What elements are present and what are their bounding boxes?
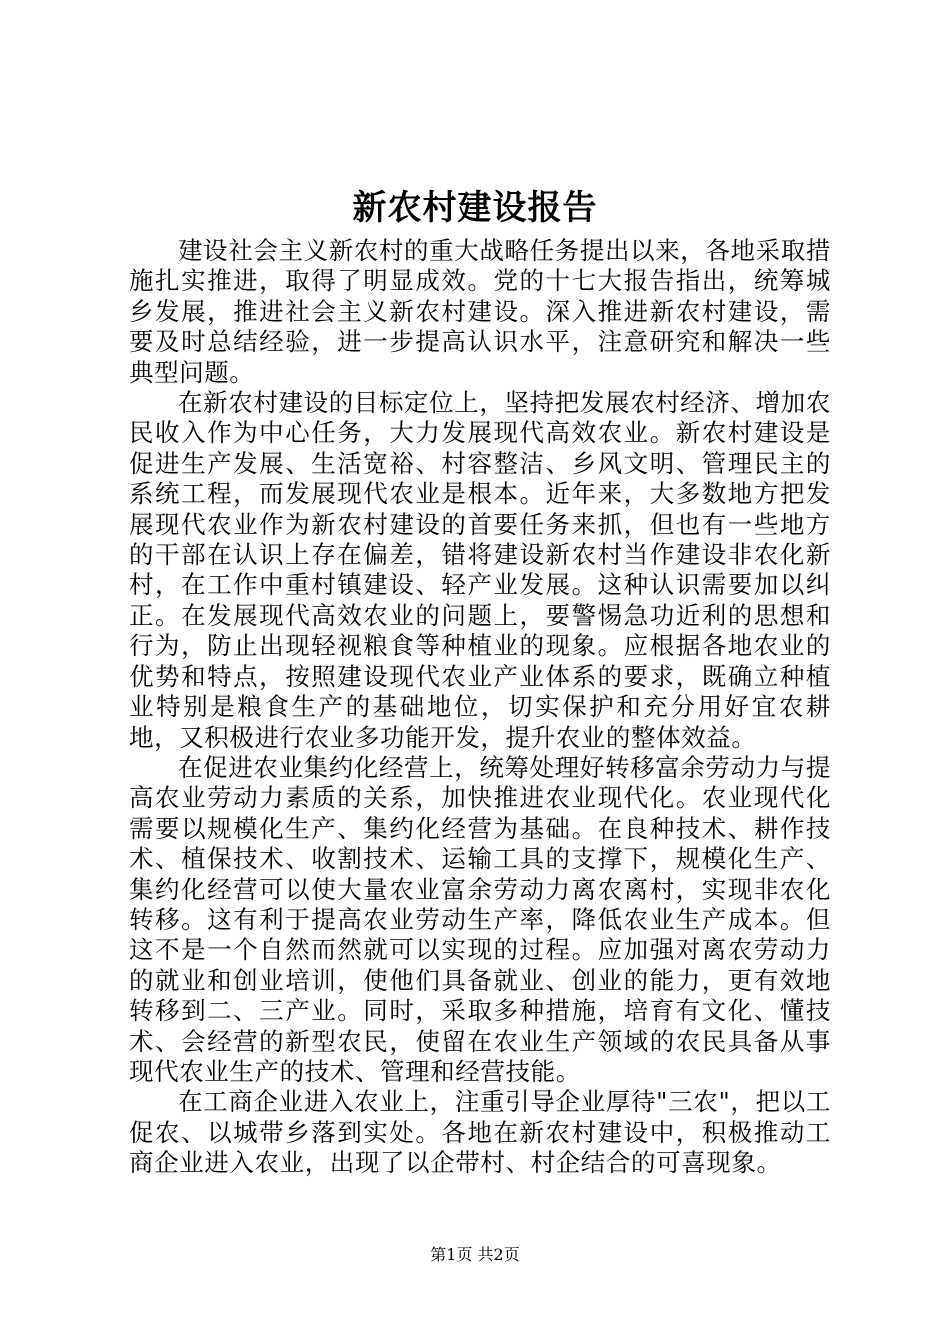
paragraph-2: 在新农村建设的目标定位上，坚持把发展农村经济、增加农民收入作为中心任务，大力发展现代高效农业。新农村建设是促进生产发展、生活宽裕、村容整洁、乡风文明、管理民主的系统工程，而发展现代农业是根本。近年来，大多数地方把发展现代农业作为新农村建设的首要任务来抓，但也有一些地方的干部在认识上存在偏差，错将建设新农村当作建设非农化新村，在工作中重村镇建设、轻产业发展。这种认识需要加以纠正。在发展现代高效农业的问题上，要警惕急功近利的思想和行为，防止出现轻视粮食等种植业的现象。应根据各地农业的优势和特点，按照建设现代农业产业体系的要求，既确立种植业特别是粮食生产的基础地位，切实保护和充分用好宜农耕地，又积极进行农业多功能开发，提升农业的整体效益。: [129, 388, 831, 752]
paragraph-1: 建设社会主义新农村的重大战略任务提出以来，各地采取措施扎实推进，取得了明显成效。党的十七大报告指出，统筹城乡发展，推进社会主义新农村建设。深入推进新农村建设，需要及时总结经验，进一步提高认识水平，注意研究和解决一些典型问题。: [129, 236, 831, 387]
paragraph-4: 在工商企业进入农业上，注重引导企业厚待"三农"，把以工促农、以城带乡落到实处。各地在新农村建设中，积极推动工商企业进入农业，出现了以企带村、村企结合的可喜现象。: [129, 1087, 831, 1178]
page-number-footer: 第1页 共2页: [430, 1245, 520, 1264]
document-title: 新农村建设报告: [352, 188, 598, 228]
document-body: [129, 236, 831, 1179]
paragraph-3: 在促进农业集约化经营上，统筹处理好转移富余劳动力与提高农业劳动力素质的关系，加快推进农业现代化。农业现代化需要以规模化生产、集约化经营为基础。在良种技术、耕作技术、植保技术、收割技术、运输工具的支撑下，规模化生产、集约化经营可以使大量农业富余劳动力离农离村，实现非农化转移。这有利于提高农业劳动生产率，降低农业生产成本。但这不是一个自然而然就可以实现的过程。应加强对离农劳动力的就业和创业培训，使他们具备就业、创业的能力，更有效地转移到二、三产业。同时，采取多种措施，培育有文化、懂技术、会经营的新型农民，使留在农业生产领域的农民具备从事现代农业生产的技术、管理和经营技能。: [129, 752, 831, 1086]
